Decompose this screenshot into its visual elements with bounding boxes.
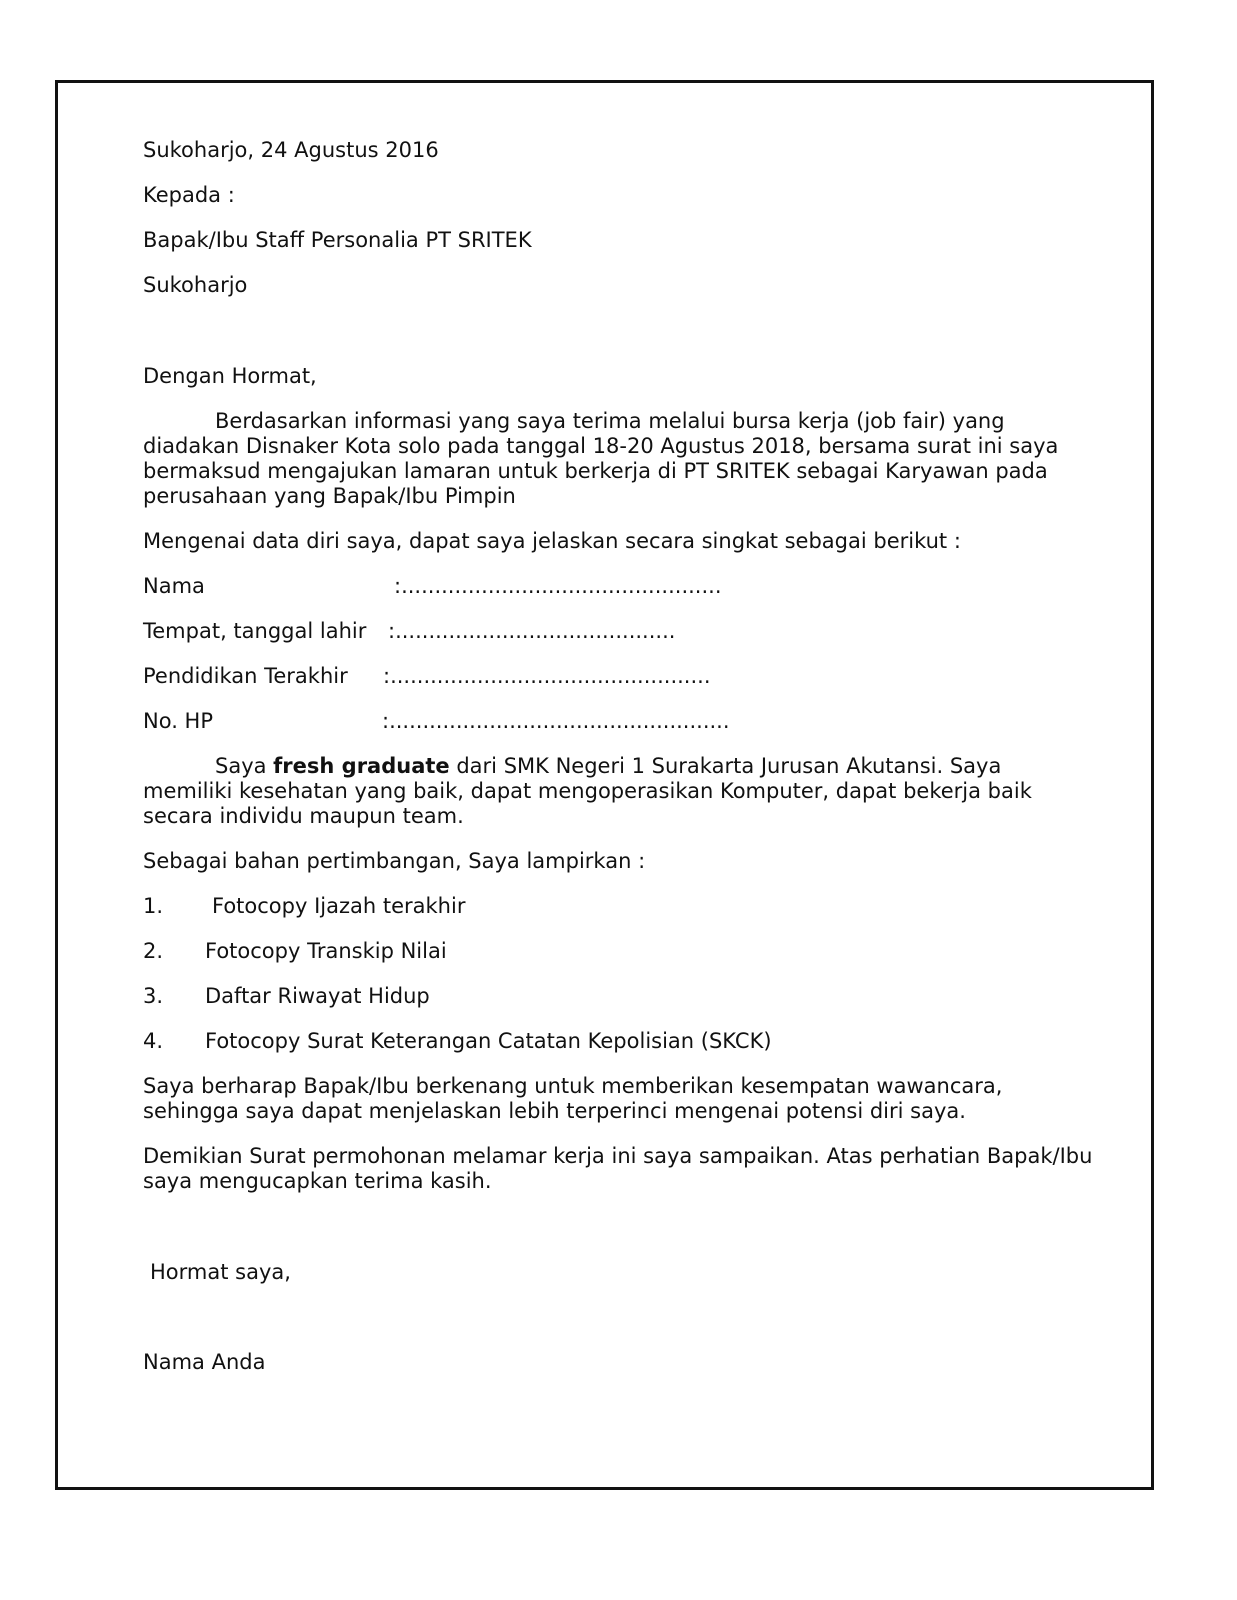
field-no-hp [143, 709, 1093, 734]
field-value: :................................................ [394, 574, 722, 598]
spacer [143, 318, 1093, 364]
field-label: No. HP [143, 709, 213, 733]
to-label: Kepada : [143, 183, 235, 207]
field-value: :.......................................... [388, 619, 676, 643]
attachment-text: Daftar Riwayat Hidup [205, 984, 430, 1008]
attachment-number: 1. [143, 894, 164, 918]
salutation: Dengan Hormat, [143, 364, 317, 388]
attachment-item [143, 984, 1093, 1009]
field-nama [143, 574, 1093, 599]
attachment-item [143, 894, 1093, 919]
data-intro: Mengenai data diri saya, dapat saya jelaskan secara singkat sebagai berikut : [143, 529, 961, 553]
closing: Hormat saya, [150, 1260, 291, 1284]
signature-space [143, 1305, 1093, 1350]
attachment-number: 3. [143, 984, 164, 1008]
signature-name: Nama Anda [143, 1350, 266, 1374]
attachment-number: 4. [143, 1029, 164, 1053]
recipient: Bapak/Ibu Staff Personalia PT SRITEK [143, 228, 532, 252]
field-value: :................................................... [382, 709, 730, 733]
opening-paragraph: Berdasarkan informasi yang saya terima melalui bursa kerja (job fair) yang diadakan Disnaker Kota solo pada tanggal 18-20 Agustus 2018, bersama surat ini saya bermaksud mengajukan lamaran untuk berkerja di PT SRITEK sebagai Karyawan pada perusahaan yang Bapak/Ibu Pimpin [143, 409, 1059, 508]
place-date: Sukoharjo, 24 Agustus 2016 [143, 138, 439, 162]
attachment-number: 2. [143, 939, 164, 963]
field-value: :................................................ [383, 664, 711, 688]
field-tempat-tanggal-lahir [143, 619, 1093, 644]
letter-body [143, 138, 1093, 1395]
attachment-item [143, 1029, 1093, 1054]
closing-paragraph: Demikian Surat permohonan melamar kerja ini saya sampaikan. Atas perhatian Bapak/Ibu saya mengucapkan terima kasih. [143, 1144, 1093, 1193]
attachment-text: Fotocopy Transkip Nilai [205, 939, 447, 963]
attachment-text: Fotocopy Surat Keterangan Catatan Kepolisian (SKCK) [205, 1029, 772, 1053]
attachment-item [143, 939, 1093, 964]
attachments-intro: Sebagai bahan pertimbangan, Saya lampirkan : [143, 849, 646, 873]
field-label: Tempat, tanggal lahir [143, 619, 367, 643]
profile-prefix: Saya [215, 754, 274, 778]
profile-highlight: fresh graduate [273, 754, 450, 778]
profile-paragraph [143, 754, 1093, 829]
field-pendidikan-terakhir [143, 664, 1093, 689]
hope-paragraph: Saya berharap Bapak/Ibu berkenang untuk memberikan kesempatan wawancara, sehingga saya dapat menjelaskan lebih terperinci mengenai potensi diri saya. [143, 1074, 1003, 1123]
attachment-text: Fotocopy Ijazah terakhir [212, 894, 466, 918]
field-label: Pendidikan Terakhir [143, 664, 348, 688]
spacer [143, 1214, 1093, 1260]
profile-suffix: dari SMK Negeri 1 Surakarta Jurusan Akutansi. Saya memiliki kesehatan yang baik, dapat mengoperasikan Komputer, dapat bekerja baik secara individu maupun team. [143, 754, 1032, 828]
field-label: Nama [143, 574, 205, 598]
recipient-city: Sukoharjo [143, 273, 248, 297]
